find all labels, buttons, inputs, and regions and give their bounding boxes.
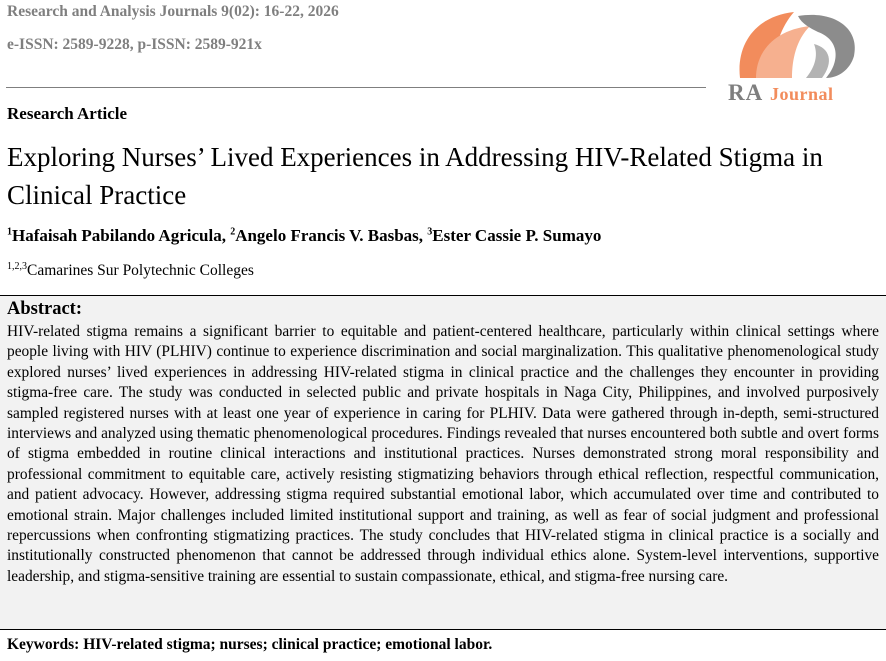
author-sup: 2 (230, 226, 236, 238)
abstract-bottom-divider (0, 629, 886, 630)
logo-text-ra: RA (728, 80, 764, 105)
affiliation-text: Camarines Sur Polytechnic Colleges (27, 262, 254, 279)
author-sup: 1 (7, 226, 12, 238)
affiliation-sup: 1,2,3 (7, 260, 27, 272)
abstract-heading: Abstract: (7, 299, 83, 319)
author-name: Hafaisah Pabilando Agricula, (12, 226, 231, 245)
author-list (7, 226, 601, 246)
affiliation (7, 262, 254, 280)
abstract-body: HIV-related stigma remains a significant barrier to equitable and patient-centered healthcare, particularly within clinical settings where people living with HIV (PLHIV) continue to experience discrimination and social marginalization. This qualitative phenomenological study explored nurses’ lived experiences in addressing HIV-related stigma in clinical practice and the challenges they encounter in providing stigma-free care. The study was conducted in selected public and private hospitals in Naga City, Philippines, and involved purposively sampled registered nurses with at least one year of experience in caring for PLHIV. Data were gathered through in-depth, semi-structured interviews and analyzed using thematic phenomenological procedures. Findings revealed that nurses encountered both subtle and overt forms of stigma embedded in routine clinical interactions and institutional practices. Nurses demonstrated strong moral responsibility and professional commitment to equitable care, actively resisting stigmatizing behaviors through ethical reflection, respectful communication, and patient advocacy. However, addressing stigma required substantial emotional labor, which accumulated over time and contributed to emotional strain. Major challenges included limited institutional support and training, as well as fear of social judgment and professional repercussions when confronting stigmatizing practices. The study concludes that HIV-related stigma in clinical practice is a socially and institutionally constructed phenomenon that cannot be addressed through individual ethics alone. System-level interventions, supportive leadership, and stigma-sensitive training are essential to sustain compassionate, ethical, and stigma-free nursing care. (7, 323, 879, 585)
header-divider (6, 87, 706, 88)
logo-text-journal: Journal (769, 84, 834, 104)
article-type: Research Article (7, 104, 128, 123)
author-name: Ester Cassie P. Sumayo (432, 226, 602, 245)
logo-wordmark (728, 80, 834, 106)
article-title: Exploring Nurses’ Lived Experiences in Addressing HIV-Related Stigma in Clinical Practice (7, 142, 823, 210)
journal-citation: Research and Analysis Journals 9(02): 16-22, 2026 (7, 3, 339, 20)
issn-line: e-ISSN: 2589-9228, p-ISSN: 2589-921x (7, 36, 262, 53)
keywords: Keywords: HIV-related stigma; nurses; clinical practice; emotional labor. (7, 636, 493, 653)
author-name: Angelo Francis V. Basbas, (235, 226, 428, 245)
author-sup: 3 (427, 226, 433, 238)
